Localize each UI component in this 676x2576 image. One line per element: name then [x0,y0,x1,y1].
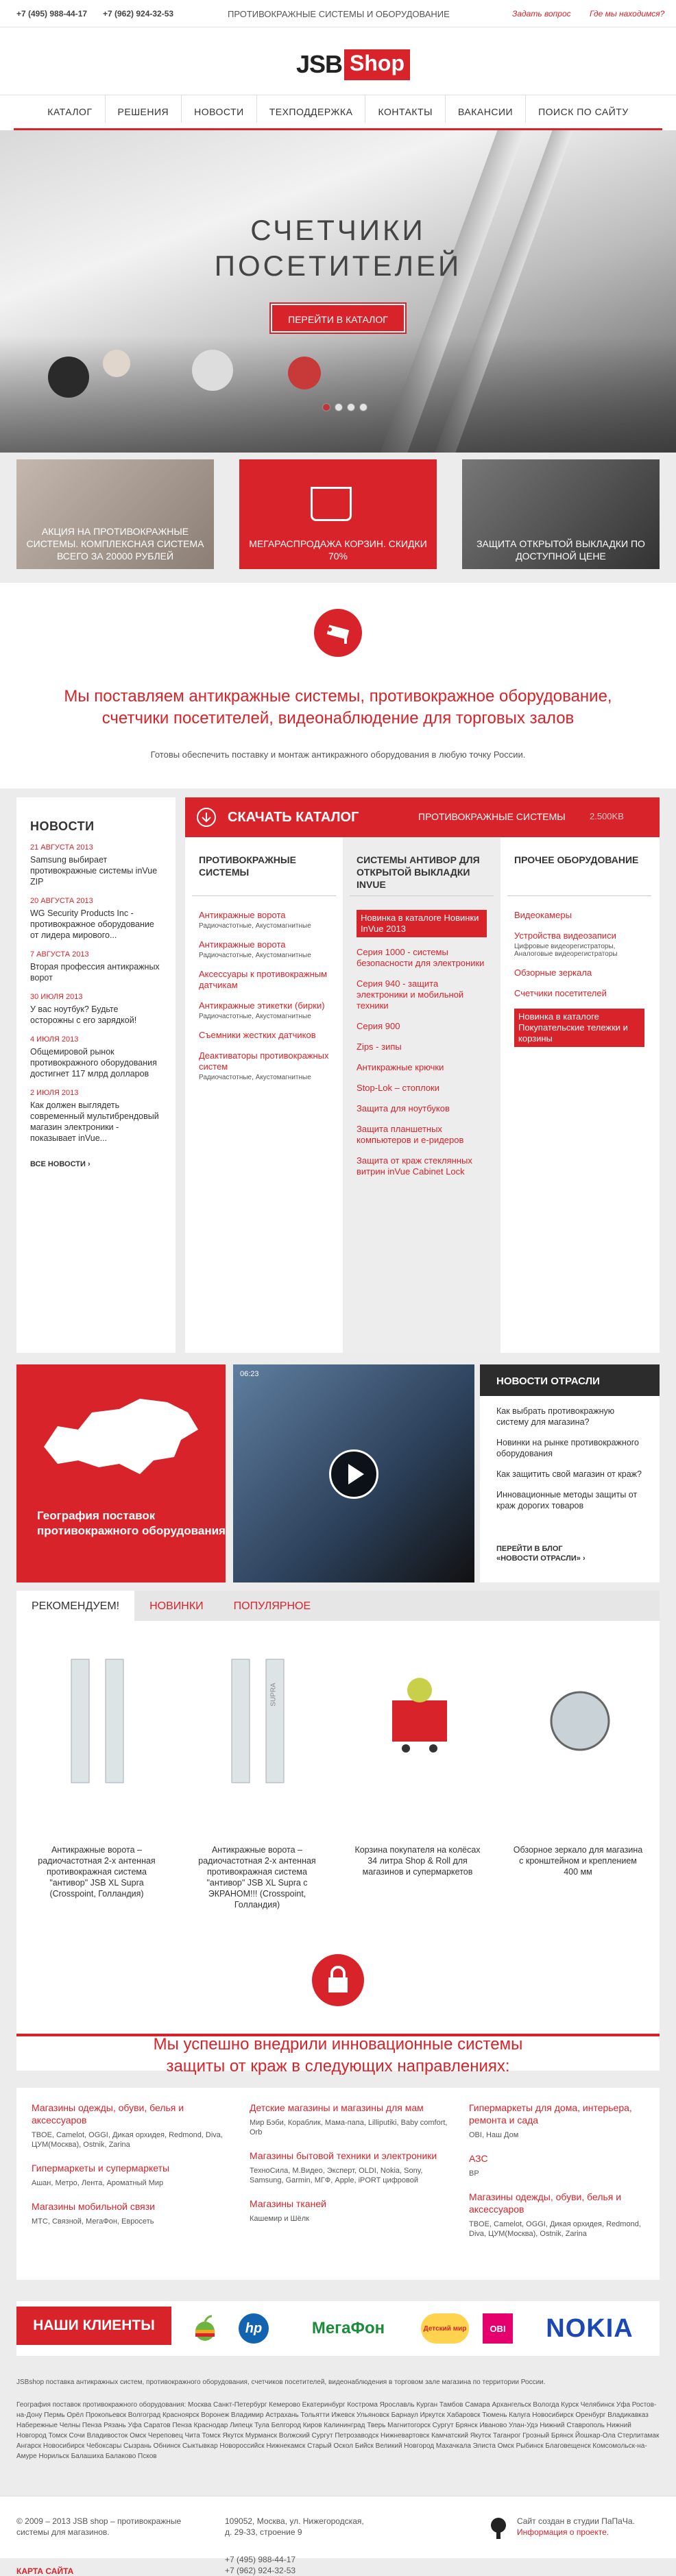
catalog-item[interactable]: Новинка в каталоге Покупательские тележки и корзины [514,1009,644,1047]
catalog-item[interactable]: Антикражные ворота Радиочастотные, Акустомагнитные [199,939,311,959]
gate-brand: SUPRA [269,1683,278,1707]
copyright: © 2009 – 2013 JSB shop – противокражные системы для магазинов. [16,2516,182,2537]
logo-jsb: JSB [296,50,343,78]
column-title: ПРОЧЕЕ ОБОРУДОВАНИЕ [507,837,651,896]
ask-question-link[interactable]: Задать вопрос [512,9,571,19]
camera-icon [314,609,362,657]
catalog-block [185,797,660,1353]
catalog-item[interactable]: Устройства видеозаписи Цифровые видеорегистраторы, Аналоговые видеорегистраторы [514,930,618,958]
video-timestamp: 06:23 [240,1370,259,1378]
phone-1[interactable]: +7 (495) 988-44-17 [16,9,88,19]
catalog-item[interactable]: Аксессуары к противокражным датчикам [199,969,328,990]
catalog-item[interactable]: Stop-Lok – стоплоки [357,1083,439,1093]
security-gate-image [218,1659,300,1783]
seo-text: JSBshop поставка антикражных систем, противокражного оборудования, счетчиков посетителей, видеонаблюдения в торговом зале магазина по территории России. [16,2379,546,2386]
catalog-item[interactable]: Счетчики посетителей [514,988,607,998]
geography-text: География поставок противокражного оборудования [37,1509,226,1537]
catalog-section-label: ПРОТИВОКРАЖНЫЕ СИСТЕМЫ [418,811,566,822]
russia-map-icon [37,1392,202,1481]
hero-shade [0,336,676,453]
shopping-basket-image [378,1659,461,1783]
promo-card[interactable] [462,459,660,569]
catalog-column-other [500,837,658,1353]
catalog-column-antitheft [185,837,343,1353]
direction-group[interactable]: Гипермаркеты для дома, интерьера, ремонта и сада OBI, Наш Дом [469,2102,632,2139]
catalog-item[interactable]: Защита от краж стеклянных витрин inVue Cabinet Lock [357,1155,472,1177]
studio-logo-icon [488,2516,509,2539]
column-title: ПРОТИВОКРАЖНЫЕ СИСТЕМЫ [192,837,336,896]
person-silhouette [48,357,89,398]
footer [0,2496,676,2576]
download-catalog-label: СКАЧАТЬ КАТАЛОГ [228,810,359,825]
catalog-item[interactable]: Серия 900 [357,1021,400,1031]
site-logo[interactable] [296,45,410,84]
megafon-logo[interactable]: МегаФон [311,2319,385,2337]
directions-column [32,2102,237,2239]
directions-block [16,2088,660,2280]
cart-icon [311,487,352,521]
industry-news-item[interactable]: Как выбрать противокражную систему для магазина? [496,1406,615,1427]
person-silhouette [288,357,321,389]
clients-strip [16,2301,660,2356]
nav-solutions[interactable]: РЕШЕНИЯ [106,95,182,123]
direction-group[interactable]: Магазины бытовой техники и электроники ТехноСила, М.Видео, Эксперт, OLDI, Nokia, Sony, Samsung, Garmin, МГФ, Apple, iPORT цифровой [250,2150,437,2184]
slider-dot[interactable] [347,403,355,411]
slider-dot[interactable] [335,403,343,411]
intro-text: Готовы обеспечить поставку и монтаж антикражного оборудования в любую точку России. [150,749,526,760]
direction-group[interactable]: Магазины одежды, обуви, белья и аксессуаров TBOE, Camelot, OGGI, Дикая орхидея, Redmond, Diva, ЦУМ(Москва), Ostnik, Zarina [32,2102,223,2149]
news-item[interactable]: 4 ИЮЛЯ 2013 Общемировой рынок противокражного оборудования достигнет 117 млрд долларов [30,1035,157,1079]
direction-group[interactable]: Магазины одежды, обуви, белья и аксессуаров TBOE, Camelot, OGGI, Дикая орхидея, Redmond, Diva, ЦУМ(Москва), Ostnik, Zarina [469,2191,641,2238]
logo-shop: Shop [344,49,410,80]
catalog-item[interactable]: Серия 1000 - системы безопасности для электроники [357,947,485,968]
tab-recommended[interactable]: РЕКОМЕНДУЕМ! [16,1591,134,1621]
industry-news-item[interactable]: Новинки на рынке противокражного оборудования [496,1438,640,1458]
geography-block[interactable] [16,1364,226,1582]
tab-new[interactable]: НОВИНКИ [149,1600,204,1612]
product-caption: Обзорное зеркало для магазина с кронштейном и креплением 400 мм [513,1845,643,1877]
main-nav [0,95,676,129]
studio-credit[interactable]: Сайт создан в студии ПаПаЧа. Информация о проекте. [517,2516,635,2537]
product-caption: Антикражные ворота – радиочастотная 2-х антенная противокражная система "антивор" JSB XL Supra с ЭКРАНОМ!!! (Crosspoint, Голландия) [198,1845,316,1910]
nav-catalog[interactable]: КАТАЛОГ [35,95,105,123]
seo-geography: География поставок противокражного оборудования: Москва Санкт-Петербург Кемерово Екатеринбург Кострома Ярославль Курган Тамбов Самара Архангельск Вологда Курск Челябинск Уфа Ростов-на-Дону Пермь Орёл Прокопьевск Волгоград Красноярск Воронеж Владимир Астрахань Тольятти Ижевск Ульяновск Барнаул Иркутск Хабаровск Тюмень Калуга Новосибирск Оренбург Владикавказ Набережные Челны Пенза Рязань Уфа Саратов Пенза Краснодар Липецк Тула Белгород Киров Калининград Тверь Магнитогорск Сургут Брянск Иваново Улан-Удэ Нижний Ставрополь Нижний Новгород Томск Сочи Владивосток Омск Череповец Чита Томск Якутск Мурманск Волжский Сургут Петрозаводск Нижневартовск Камчатский Якутск Таганрог Грозный Брянск Йошкар-Ола Стерлитамак Ангарск Новосибирск Чебоксары Сызрань Обнинск Сыктывкар Новороссийск Нижнекамск Старый Оскол Бийск Великий Новгород Махачкала Элиста Омск Рыбинск Благовещенск Комсомольск-на-Амуре Норильск Балашиха Балаково Псков [16,2401,660,2460]
intro-title: Мы поставляем антикражные системы, противокражное оборудование, счетчики посетителей, видеонаблюдение для торговых залов [64,687,612,727]
product-card[interactable] [16,1646,177,2036]
catalog-item[interactable]: Новинка в каталоге Новинки InVue 2013 [357,910,487,937]
slider-dot[interactable] [359,403,367,411]
catalog-item[interactable]: Съемники жестких датчиков [199,1030,316,1040]
catalog-size: 2.500KB [590,811,624,821]
obi-logo[interactable]: OBI [483,2313,513,2344]
promo-label: АКЦИЯ НА ПРОТИВОКРАЖНЫЕ СИСТЕМЫ. КОМПЛЕКСНАЯ СИСТЕМА ВСЕГО ЗА 20000 РУБЛЕЙ [26,526,204,562]
news-item[interactable]: 7 АВГУСТА 2013 Вторая профессия антикражных ворот [30,950,160,983]
security-gate-image [58,1659,140,1783]
catalog-item[interactable]: Обзорные зеркала [514,967,592,978]
industry-news-item[interactable]: Инновационные методы защиты от краж дорогих товаров [496,1490,638,1510]
location-link[interactable]: Где мы находимся? [590,9,665,19]
catalog-item[interactable]: Антикражные ворота Радиочастотные, Акустомагнитные [199,910,311,930]
news-item[interactable]: 2 ИЮЛЯ 2013 Как должен выглядеть современный мультибрендовый магазин электроники - показывает inVue... [30,1089,159,1143]
person-silhouette [103,350,130,377]
news-sidebar [16,797,176,1353]
sitemap-link[interactable]: КАРТА САЙТА [16,2566,74,2576]
catalog-item[interactable]: Zips - зипы [357,1042,402,1052]
industry-news-title: НОВОСТИ ОТРАСЛИ [480,1364,660,1396]
directions-column [469,2102,654,2251]
promo-label: ЗАЩИТА ОТКРЫТОЙ ВЫКЛАДКИ ПО ДОСТУПНОЙ ЦЕНЕ [476,538,645,562]
direction-group[interactable]: АЗС BP [469,2153,488,2178]
news-item[interactable]: 21 АВГУСТА 2013 Samsung выбирает противокражные системы inVue ZIP [30,843,158,887]
nav-vacancies[interactable]: ВАКАНСИИ [446,95,526,123]
column-title: СИСТЕМЫ АНТИВОР ДЛЯ ОТКРЫТОЙ ВЫКЛАДКИ INVUE [350,837,494,896]
person-silhouette [192,350,233,391]
play-icon [331,1452,376,1497]
catalog-item[interactable]: Видеокамеры [514,910,572,920]
nav-news[interactable]: НОВОСТИ [182,95,257,123]
nav-support[interactable]: ТЕХПОДДЕРЖКА [257,95,366,123]
nav-contacts[interactable]: КОНТАКТЫ [365,95,446,123]
catalog-column-invue [343,837,500,1353]
lock-icon [312,1954,364,2006]
direction-group[interactable]: Детские магазины и магазины для мам Мир Бэби, Кораблик, Мама-папа, Lilliputiki, Baby comfort, Orb [250,2102,448,2136]
direction-group[interactable]: Гипермаркеты и супермаркеты Ашан, Метро, Лента, Ароматный Мир [32,2163,170,2187]
detmir-logo[interactable]: Детский мир [421,2313,469,2344]
success-title: Мы успешно внедрили инновационные системы защиты от краж в следующих направлениях: [153,2035,523,2075]
footer-phones[interactable]: +7 (495) 988-44-17 +7 (962) 924-32-53 [225,2555,296,2575]
product-card[interactable] [498,1646,658,2036]
tab-popular[interactable]: ПОПУЛЯРНОЕ [233,1600,311,1612]
product-caption: Антикражные ворота – радиочастотная 2-х антенная противокражная система "антивор" JSB XL Supra (Crosspoint, Голландия) [38,1845,156,1899]
catalog-item[interactable]: Антикражные этикетки (бирки) Радиочастотные, Акустомагнитные [199,1000,325,1020]
industry-news [480,1364,660,1582]
slider-dot[interactable] [322,403,330,411]
mirror-image [539,1659,621,1783]
download-icon [196,807,217,828]
apple-logo-icon[interactable] [188,2313,222,2344]
top-bar [0,0,676,27]
tagline: ПРОТИВОКРАЖНЫЕ СИСТЕМЫ И ОБОРУДОВАНИЕ [228,9,450,19]
direction-group[interactable]: Магазины мобильной связи МТС, Связной, МегаФон, Евросеть [32,2201,155,2226]
slider-dots [322,403,367,411]
address: 109052, Москва, ул. Нижегородская, д. 29-33, строение 9 [225,2516,364,2537]
video-player[interactable] [233,1364,474,1582]
promo-card[interactable] [239,459,437,569]
tab-bar [16,1591,660,1621]
news-item[interactable]: 30 ИЮЛЯ 2013 У вас ноутбук? Будьте осторожны с его зарядкой! [30,993,137,1025]
catalog-item[interactable]: Антикражные крючки [357,1062,444,1072]
catalog-item[interactable]: Серия 940 - защита электроники и мобильной техники [357,978,464,1011]
directions-column [250,2102,455,2236]
hp-logo[interactable]: hp [233,2313,274,2344]
news-title: НОВОСТИ [30,819,95,833]
nav-search[interactable]: ПОИСК ПО САЙТУ [538,106,629,117]
clients-label: НАШИ КЛИЕНТЫ [16,2307,171,2345]
catalog-item[interactable]: Деактиваторы противокражных систем Радиочастотные, Акустомагнитные [199,1050,329,1081]
catalog-item[interactable]: Защита планшетных компьютеров и е-ридеров [357,1124,464,1145]
catalog-item[interactable]: Защита для ноутбуков [357,1103,450,1114]
promo-label: МЕГАРАСПРОДАЖА КОРЗИН. СКИДКИ 70% [249,538,427,562]
all-news-link[interactable]: ВСЕ НОВОСТИ › [30,1160,90,1168]
hero-slider [0,130,676,453]
promo-card[interactable] [16,459,214,569]
direction-group[interactable]: Магазины тканей Кашемир и Шёлк [250,2198,326,2223]
hero-title: СЧЕТЧИКИ ПОСЕТИТЕЛЕЙ [214,214,462,282]
catalog-download-bar[interactable] [185,797,660,837]
blog-link[interactable]: ПЕРЕЙТИ В БЛОГ «НОВОСТИ ОТРАСЛИ» › [496,1545,586,1563]
news-item[interactable]: 20 АВГУСТА 2013 WG Security Products Inc - противокражное оборудование от лидера мирового... [30,897,154,940]
product-caption: Корзина покупателя на колёсах 34 литра Shop & Roll для магазинов и супермаркетов [354,1845,481,1877]
nokia-logo[interactable]: NOKIA [546,2313,633,2343]
industry-news-item[interactable]: Как защитить свой магазин от краж? [496,1469,642,1479]
phone-2[interactable]: +7 (962) 924-32-53 [103,9,174,19]
hero-catalog-button[interactable]: ПЕРЕЙТИ В КАТАЛОГ [271,304,405,333]
play-button[interactable] [329,1449,378,1499]
